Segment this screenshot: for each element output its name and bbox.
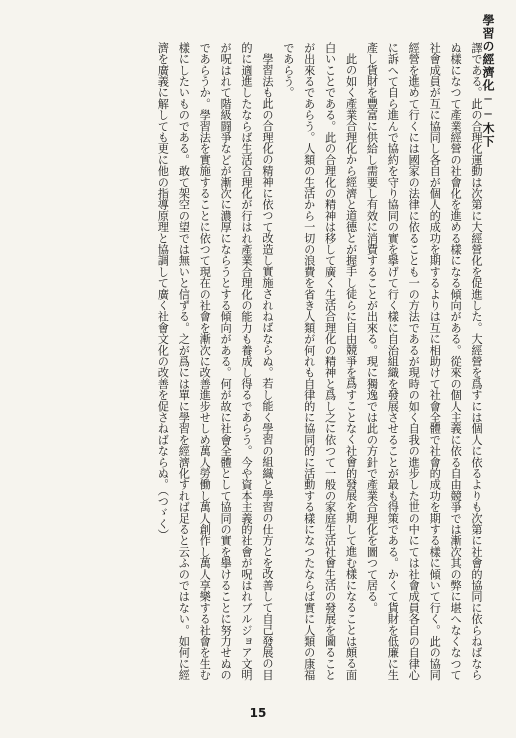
paragraph-2: 此の如く產業合理化から經濟と道德とが握手し徒らに自由競爭を爲すことなく社會的發展を期して進む樣になることは頗る面白いことである。此の合理化の精神は移して廣く生活合理化の精神と爲し之に依つて一般の家庭生活社會生活の發展を圖ることが出來るであらう。人類の生活から一切の浪費を省き人類が何れも自律的に協同的に活動する樣になつたならば實に人類の康福であらう。 <box>281 42 358 681</box>
page-number: 15 <box>249 706 267 720</box>
paragraph-3: 學習法も此の合理化の精神に依つて改造し實施されねばならぬ。若し能く學習の組織と學習の仕方とを改善して自己發展の目的に適進したならば生活合理化が行はれ產業合理化の能力も養成し得るであらう。今や資本主義的社會が呪はれブルジョア文明が呪はれて階級闘爭などが漸次に濃厚にならうとする傾向がある。何が故に社會全體として協同の實を擧けることに努力せぬのであらうか。學習法を實施することに依つて現在の社會を漸次に改善進步せしめ萬人勞働し萬人創作し萬人享樂する社會を生む樣にしたいものである。敢て架空の望では無いと信ずる。之が爲には單に學習を經濟化すれば足ると云ふのではない。如何に經濟を廣義に解しても更に他の指導原理と協調して廣く社會文化の改善を促さねばならぬ。（つゞく） <box>156 42 274 681</box>
running-header: 學習の經濟化──木下 <box>481 14 495 148</box>
body-text <box>26 42 486 682</box>
paragraph-1: 譯である。此の合理化運動は次第に大經營化を促進した。大經營を爲すには個人に依るよりも次第に社會的協同に依らねばならぬ樣になつて產業經營の社會化を進める樣になる傾向がある。從來の個人主義に依る自由競爭では漸次其の弊に堪へなくなつて社會成員が互に協同し各自が個人的成功を期するよりは互に相助けて社會全體で社會的成功を期する樣に傾いて行く。此の協同經營を進めて行くには國家の法律に依ることも一の方法であるが現時の如く自我の進步した世の中にては社會成員各自の自律心に訴へて自ら進んで協約を守り協同の實を擧げて行く樣に自治組織を發展させることが最も得策である。かくて貨財を低廉に生產し貨財を豐富に供給し需要し有效に消費することが出來る。現に獨逸では此の方針で產業合理化を圖つて居る。 <box>365 42 483 681</box>
